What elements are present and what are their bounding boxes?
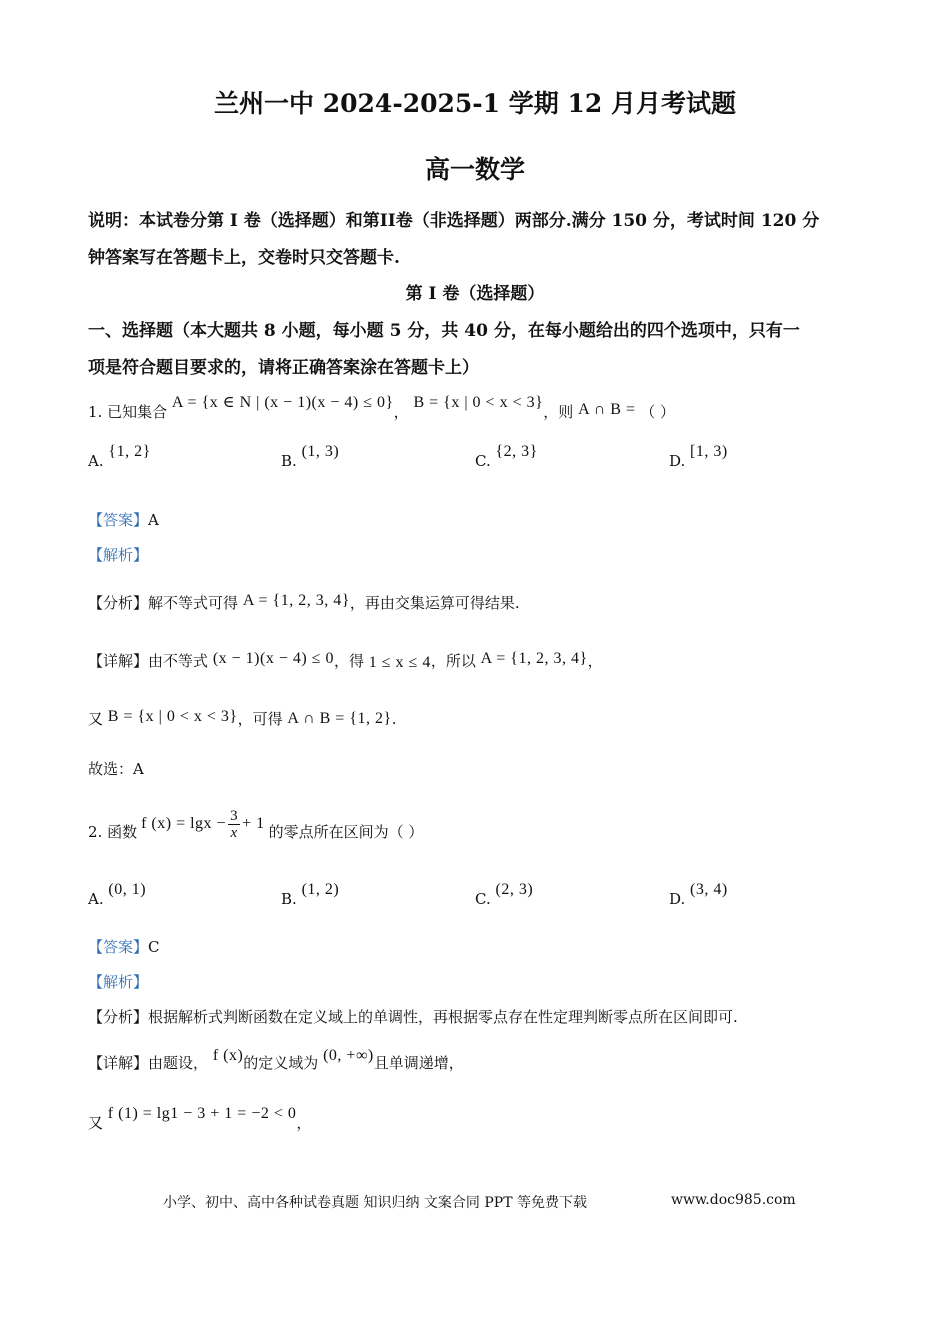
detail-math: 1 ≤ x ≤ 4 bbox=[368, 654, 431, 671]
intersection-expression: A ∩ B = bbox=[578, 401, 636, 418]
set-b-expression: B = {x | 0 < x < 3} bbox=[413, 394, 544, 411]
question-2-analysis-tag: 【解析】 bbox=[88, 973, 149, 991]
detail-text: ， bbox=[587, 652, 603, 670]
fenxi-tag: 【分析】 bbox=[88, 1008, 149, 1026]
section-heading: 第 I 卷（选择题） bbox=[405, 284, 545, 304]
detail-tag: 【详解】 bbox=[88, 652, 149, 670]
option-label: B. bbox=[281, 452, 297, 470]
question-2-detail bbox=[88, 1047, 464, 1073]
question-2-suffix: 的零点所在区间为（ ） bbox=[268, 822, 424, 841]
answer-tag: 【答案】 bbox=[88, 938, 149, 956]
detail-math: (0, +∞) bbox=[323, 1047, 374, 1064]
question-2-detail-2 bbox=[88, 1105, 312, 1133]
question-1-fenxi bbox=[88, 592, 520, 613]
detail-text: 且单调递增， bbox=[373, 1054, 464, 1072]
option-label: C. bbox=[475, 452, 491, 470]
option-value: (1, 2) bbox=[301, 881, 340, 898]
detail-text: 又 bbox=[88, 1114, 104, 1132]
detail-text: ，可得 bbox=[237, 710, 283, 728]
answer-paren: （ ） bbox=[640, 403, 676, 421]
section-intro-line-1: 一、选择题（本大题共 8 小题，每小题 5 分，共 40 分，在每小题给出的四个选项中，只有一 bbox=[88, 321, 800, 341]
option-label: C. bbox=[475, 890, 491, 908]
detail-math: f (x) bbox=[212, 1047, 244, 1064]
detail-text: ， bbox=[296, 1114, 312, 1132]
detail-text: 由不等式 bbox=[148, 652, 209, 670]
answer-tag: 【答案】 bbox=[88, 511, 149, 529]
option-value: {1, 2} bbox=[108, 443, 151, 460]
detail-text: 又 bbox=[88, 710, 104, 728]
detail-math: A ∩ B = {1, 2} bbox=[287, 710, 392, 727]
question-2-fenxi bbox=[88, 1006, 738, 1027]
question-2-option-a bbox=[88, 881, 147, 909]
option-label: A. bbox=[88, 890, 104, 908]
question-1-analysis-tag: 【解析】 bbox=[88, 546, 149, 564]
detail-text: ，所以 bbox=[430, 652, 476, 670]
exam-title: 兰州一中 2024-2025-1 学期 12 月月考试题 bbox=[214, 89, 736, 118]
question-1-detail bbox=[88, 650, 603, 671]
fenxi-text: 根据解析式判断函数在定义域上的单调性，再根据零点存在性定理判断零点所在区间即可. bbox=[148, 1008, 738, 1026]
question-1-detail-2 bbox=[88, 708, 396, 729]
fraction-numerator: 3 bbox=[230, 807, 239, 824]
set-a-expression: A = {x ∈ N | (x − 1)(x − 4) ≤ 0} bbox=[171, 394, 394, 411]
question-2-prefix: 2. 函数 bbox=[88, 822, 138, 841]
detail-math: A = {1, 2, 3, 4} bbox=[480, 650, 588, 667]
notice-line-1: 说明：本试卷分第 I 卷（选择题）和第II卷（非选择题）两部分.满分 150 分，考试时间 120 分 bbox=[88, 211, 820, 231]
section-intro-line-2: 项是符合题目要求的，请将正确答案涂在答题卡上） bbox=[88, 358, 479, 378]
question-1-option-a bbox=[88, 443, 151, 471]
footer-site: www.doc985.com bbox=[671, 1192, 796, 1208]
question-1-option-c bbox=[475, 443, 538, 471]
answer-value: C bbox=[148, 938, 160, 956]
question-1-option-d bbox=[669, 443, 728, 471]
option-value: (0, 1) bbox=[108, 881, 147, 898]
fenxi-tag: 【分析】 bbox=[88, 594, 149, 612]
question-1-stem bbox=[88, 394, 676, 422]
question-2-option-b bbox=[281, 881, 340, 909]
detail-math: f (1) = lg1 − 3 + 1 = −2 < 0 bbox=[107, 1105, 297, 1122]
fraction-denominator: x bbox=[230, 824, 238, 841]
comma: ， bbox=[393, 403, 409, 421]
detail-text: 的定义域为 bbox=[243, 1054, 319, 1072]
option-value: (2, 3) bbox=[495, 881, 534, 898]
fenxi-text: 解不等式可得 bbox=[148, 594, 239, 612]
answer-value: A bbox=[148, 511, 159, 529]
function-right: + 1 bbox=[242, 815, 265, 832]
then-text: ，则 bbox=[543, 403, 574, 421]
notice-line-2: 钟答案写在答题卡上，交卷时只交答题卡. bbox=[88, 248, 400, 268]
fraction-3-over-x bbox=[228, 808, 240, 841]
option-value: [1, 3) bbox=[690, 443, 728, 460]
option-label: D. bbox=[669, 890, 686, 908]
footer-text: 小学、初中、高中各种试卷真题 知识归纳 文案合同 PPT 等免费下载 bbox=[163, 1195, 587, 1211]
question-2-option-c bbox=[475, 881, 534, 909]
fenxi-text: ，再由交集运算可得结果. bbox=[349, 594, 520, 612]
option-value: (3, 4) bbox=[690, 881, 728, 898]
detail-text: 由题设， bbox=[148, 1054, 209, 1072]
question-2-stem bbox=[88, 800, 423, 848]
detail-text: ，得 bbox=[333, 652, 364, 670]
option-label: B. bbox=[281, 890, 297, 908]
function-left: f (x) = lgx − bbox=[141, 815, 227, 832]
question-1-option-b bbox=[281, 443, 340, 471]
fenxi-math: A = {1, 2, 3, 4} bbox=[242, 592, 350, 609]
detail-math: (x − 1)(x − 4) ≤ 0 bbox=[212, 650, 334, 667]
question-2-answer bbox=[88, 936, 160, 957]
question-2-option-d bbox=[669, 881, 728, 909]
exam-subtitle: 高一数学 bbox=[424, 155, 525, 184]
option-label: A. bbox=[88, 452, 104, 470]
option-value: (1, 3) bbox=[301, 443, 340, 460]
question-1-choose: 故选：A bbox=[88, 760, 144, 778]
detail-tag: 【详解】 bbox=[88, 1054, 149, 1072]
question-1-prefix: 1. 已知集合 bbox=[88, 403, 168, 421]
question-1-answer bbox=[88, 509, 159, 530]
option-label: D. bbox=[669, 452, 686, 470]
detail-math: B = {x | 0 < x < 3} bbox=[107, 708, 238, 725]
detail-text: . bbox=[391, 710, 397, 728]
option-value: {2, 3} bbox=[495, 443, 538, 460]
